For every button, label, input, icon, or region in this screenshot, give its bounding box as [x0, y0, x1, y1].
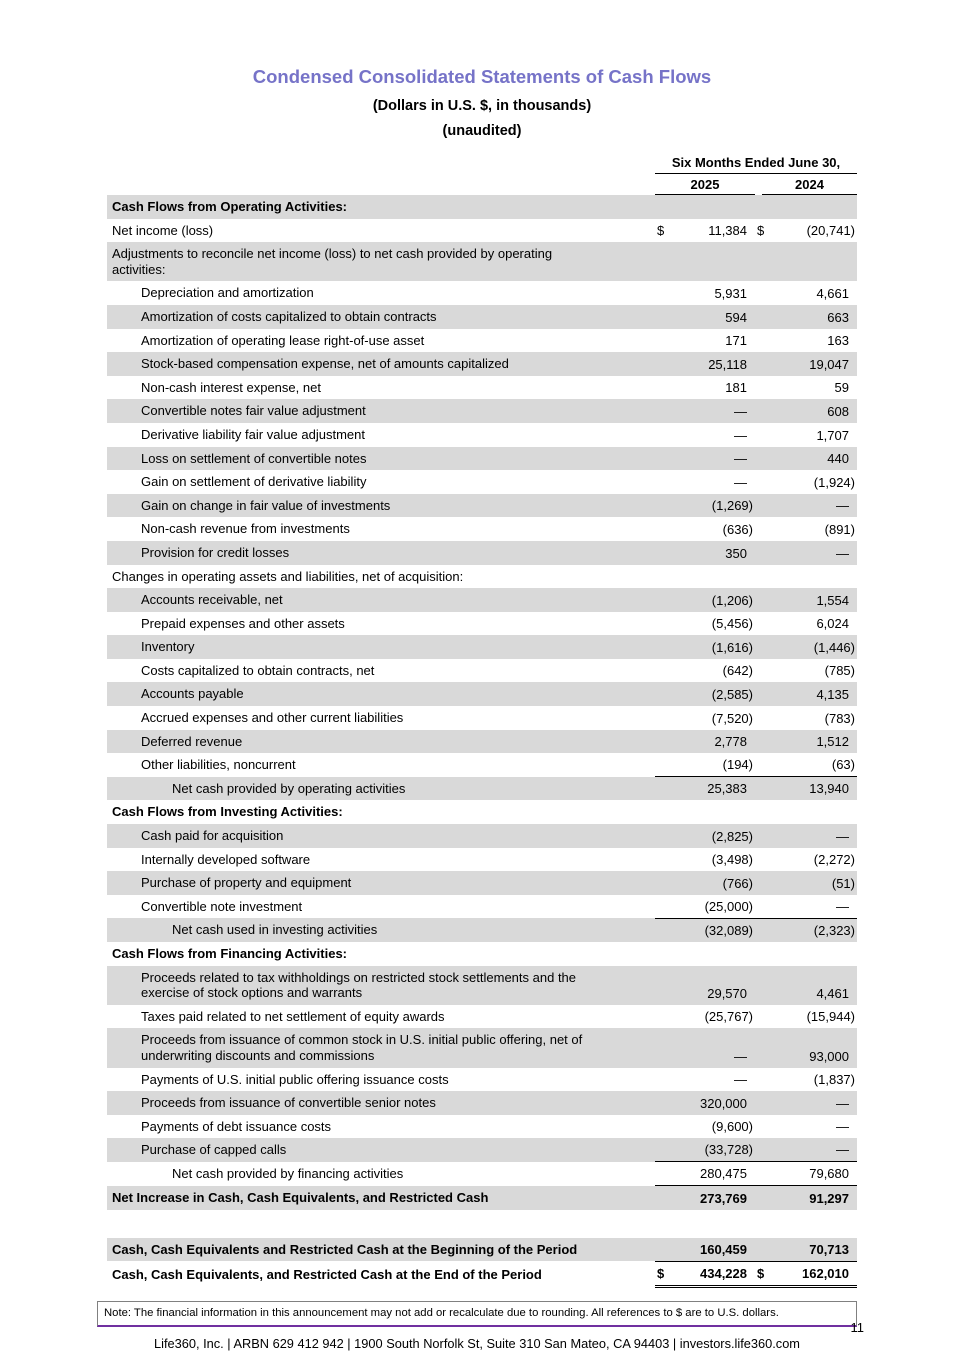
value-cell: 25,118	[708, 356, 747, 372]
table-row	[107, 1261, 857, 1286]
row-label: Accounts receivable, net	[141, 592, 283, 608]
value-cell	[773, 565, 857, 589]
empty-header-cell	[107, 174, 655, 196]
table-row	[107, 1005, 857, 1029]
dollar-sign	[755, 423, 773, 447]
value-cell: (2,585)	[711, 687, 753, 703]
table-row	[107, 1162, 857, 1186]
dollar-sign	[755, 966, 773, 1005]
table-row	[107, 329, 857, 353]
value-cell: (33,728)	[704, 1142, 753, 1158]
cashflow-table-body	[107, 195, 857, 1286]
dollar-sign	[655, 399, 671, 423]
table-row	[107, 494, 857, 518]
dollar-sign	[655, 848, 671, 872]
value-cell: (1,837)	[813, 1072, 855, 1088]
dollar-sign	[655, 895, 671, 919]
dollar-sign: $	[657, 223, 665, 239]
value-cell: —	[734, 403, 747, 419]
row-label: Prepaid expenses and other assets	[141, 615, 345, 631]
dollar-sign	[655, 612, 671, 636]
dollar-sign	[655, 1186, 671, 1210]
table-row	[107, 470, 857, 494]
row-label: Amortization of operating lease right-of-use asset	[141, 332, 425, 348]
table-row	[107, 1238, 857, 1262]
value-cell	[671, 942, 755, 966]
value-cell	[773, 195, 857, 219]
empty-header-cell	[107, 153, 655, 174]
value-cell: —	[734, 451, 747, 467]
dollar-sign	[755, 659, 773, 683]
row-label: Stock-based compensation expense, net of amounts capitalized	[141, 356, 509, 372]
value-cell: 163	[827, 333, 849, 349]
dollar-sign	[655, 494, 671, 518]
dollar-sign	[755, 494, 773, 518]
value-cell: (891)	[824, 521, 855, 537]
table-row	[107, 1138, 857, 1162]
row-label: Purchase of property and equipment	[141, 875, 352, 891]
value-cell: (783)	[824, 710, 855, 726]
value-cell: (2,323)	[773, 918, 857, 942]
table-row	[107, 777, 857, 801]
value-cell	[671, 195, 755, 219]
row-label: Accrued expenses and other current liabilities	[141, 710, 404, 726]
period-header-row	[107, 153, 857, 174]
row-label: Cash Flows from Operating Activities:	[112, 199, 348, 214]
value-cell: 70,713	[809, 1241, 849, 1257]
dollar-sign	[655, 447, 671, 471]
value-cell: (9,600)	[711, 1119, 753, 1135]
value-cell: (63)	[831, 757, 855, 773]
row-label: Cash Flows from Investing Activities:	[112, 804, 343, 820]
dollar-sign	[755, 824, 773, 848]
value-cell	[671, 565, 755, 589]
dollar-sign	[655, 1162, 671, 1186]
table-row	[107, 682, 857, 706]
value-cell: (15,944)	[806, 1009, 855, 1025]
table-row	[107, 1115, 857, 1139]
row-label: Proceeds from issuance of common stock in U.S. initial public offering, net of underwriting discounts and commissions	[141, 1032, 583, 1063]
dollar-sign	[655, 305, 671, 329]
dollar-sign	[655, 1005, 671, 1029]
value-cell: (32,089)	[671, 918, 755, 942]
cash-flow-table	[107, 153, 857, 1288]
dollar-sign	[655, 352, 671, 376]
row-label: Proceeds related to tax withholdings on restricted stock settlements and the exercise of stock options and warrants	[141, 969, 577, 1001]
dollar-sign	[655, 753, 671, 777]
table-row	[107, 517, 857, 541]
dollar-sign	[655, 1138, 671, 1162]
dollar-sign	[655, 800, 671, 824]
value-cell: 2,778	[714, 734, 747, 750]
year-header-row	[107, 174, 857, 196]
dollar-sign	[755, 1115, 773, 1139]
value-cell: (766)	[722, 875, 753, 891]
value-cell: 1,554	[816, 592, 849, 608]
dollar-sign	[755, 730, 773, 754]
value-cell: —	[734, 427, 747, 443]
value-cell: 434,228	[671, 1261, 755, 1286]
row-label: Changes in operating assets and liabilities, net of acquisition:	[112, 568, 464, 584]
rounding-note: Note: The financial information in this announcement may not add or recalculate due to rounding. All references to $ are to U.S. dollars.	[97, 1301, 857, 1327]
table-row	[107, 541, 857, 565]
row-label: Non-cash interest expense, net	[141, 379, 321, 395]
value-cell: (5,456)	[711, 616, 753, 632]
value-cell: —	[836, 828, 849, 844]
dollar-sign	[655, 1028, 671, 1067]
dollar-sign	[655, 706, 671, 730]
dollar-sign	[655, 1091, 671, 1115]
value-cell: (1,616)	[711, 639, 753, 655]
value-cell	[671, 242, 755, 281]
dollar-sign: $	[757, 223, 765, 239]
dollar-sign	[755, 942, 773, 966]
dollar-sign	[755, 1162, 773, 1186]
row-label: Net income (loss)	[112, 222, 214, 238]
value-cell: —	[734, 1072, 747, 1088]
value-cell: 19,047	[809, 356, 849, 372]
dollar-sign	[755, 305, 773, 329]
value-cell: (642)	[722, 663, 753, 679]
dollar-sign	[655, 635, 671, 659]
row-label: Cash paid for acquisition	[141, 828, 284, 844]
dollar-sign	[755, 399, 773, 423]
table-row	[107, 195, 857, 219]
value-cell: 171	[725, 333, 747, 349]
value-cell: (194)	[722, 757, 753, 773]
row-label: Proceeds from issuance of convertible senior notes	[141, 1095, 436, 1111]
table-row	[107, 1091, 857, 1115]
value-cell: —	[836, 545, 849, 561]
value-cell: (2,272)	[813, 852, 855, 868]
dollar-sign	[755, 777, 773, 801]
row-label: Convertible notes fair value adjustment	[141, 403, 366, 419]
table-row	[107, 730, 857, 754]
table-row	[107, 635, 857, 659]
period-header: Six Months Ended June 30,	[655, 153, 857, 174]
value-cell: —	[836, 498, 849, 514]
dollar-sign	[755, 376, 773, 400]
year-label: 2024	[762, 177, 857, 195]
dollar-sign	[755, 800, 773, 824]
value-cell: 594	[725, 309, 747, 325]
dollar-sign	[755, 1238, 773, 1262]
value-cell: 273,769	[671, 1186, 755, 1210]
year-column-2024	[755, 174, 857, 196]
dollar-sign	[755, 682, 773, 706]
table-row	[107, 942, 857, 966]
value-cell	[773, 242, 857, 281]
value-cell: (1,206)	[711, 592, 753, 608]
dollar-sign	[655, 242, 671, 281]
dollar-sign	[655, 1068, 671, 1092]
row-label: Costs capitalized to obtain contracts, net	[141, 662, 375, 678]
value-cell: (1,269)	[711, 498, 753, 514]
dollar-sign	[755, 706, 773, 730]
row-label: Net cash used in investing activities	[172, 922, 378, 938]
table-row	[107, 848, 857, 872]
dollar-sign	[755, 281, 773, 305]
row-label: Payments of U.S. initial public offering issuance costs	[141, 1071, 449, 1087]
dollar-sign	[755, 352, 773, 376]
dollar-sign	[755, 895, 773, 919]
value-cell: 59	[834, 380, 849, 396]
value-cell: —	[836, 1095, 849, 1111]
dollar-sign	[655, 966, 671, 1005]
value-cell: (51)	[831, 875, 855, 891]
dollar-sign	[755, 1091, 773, 1115]
dollar-sign	[655, 329, 671, 353]
value-cell: 6,024	[816, 616, 849, 632]
row-label: Amortization of costs capitalized to obtain contracts	[141, 308, 437, 324]
dollar-sign	[655, 659, 671, 683]
value-cell: 1,512	[816, 734, 849, 750]
row-label: Accounts payable	[141, 686, 244, 702]
row-label: Payments of debt issuance costs	[141, 1118, 332, 1134]
table-row	[107, 871, 857, 895]
dollar-sign	[755, 242, 773, 281]
table-row	[107, 895, 857, 919]
dollar-sign	[655, 470, 671, 494]
dollar-sign	[755, 1186, 773, 1210]
value-cell: (7,520)	[711, 710, 753, 726]
row-label: Non-cash revenue from investments	[141, 521, 350, 537]
row-label: Gain on settlement of derivative liability	[141, 474, 367, 490]
value-cell: 93,000	[809, 1048, 849, 1064]
value-cell: (1,446)	[813, 639, 855, 655]
row-label: Cash, Cash Equivalents, and Restricted Cash at the End of the Period	[112, 1266, 542, 1282]
dollar-sign	[655, 423, 671, 447]
value-cell: (636)	[722, 521, 753, 537]
value-cell: 29,570	[707, 985, 747, 1001]
dollar-sign	[755, 918, 773, 942]
dollar-sign	[755, 1005, 773, 1029]
table-row	[107, 242, 857, 281]
value-cell	[773, 942, 857, 966]
subtitle-dollars: (Dollars in U.S. $, in thousands)	[372, 98, 592, 114]
table-row	[107, 1186, 857, 1210]
page-number: 11	[850, 1320, 864, 1335]
dollar-sign	[755, 848, 773, 872]
dollar-sign	[655, 195, 671, 219]
value-cell: 320,000	[700, 1095, 747, 1111]
dollar-sign	[755, 1028, 773, 1067]
value-cell: 13,940	[773, 777, 857, 801]
value-cell	[773, 800, 857, 824]
dollar-sign	[655, 565, 671, 589]
table-row	[107, 565, 857, 589]
row-label: Derivative liability fair value adjustment	[141, 426, 365, 442]
dollar-sign	[755, 1138, 773, 1162]
row-label: Cash, Cash Equivalents and Restricted Cash at the Beginning of the Period	[112, 1241, 578, 1257]
value-cell: 4,661	[816, 285, 849, 301]
dollar-sign	[755, 329, 773, 353]
table-row	[107, 612, 857, 636]
dollar-sign	[655, 588, 671, 612]
dollar-sign	[655, 730, 671, 754]
row-label: Depreciation and amortization	[141, 285, 314, 301]
row-label: Gain on change in fair value of investments	[141, 497, 391, 513]
value-cell: 162,010	[773, 1261, 857, 1286]
value-cell: 79,680	[773, 1162, 857, 1186]
table-row	[107, 1028, 857, 1067]
value-cell: —	[734, 474, 747, 490]
value-cell: (785)	[824, 663, 855, 679]
spacer-row	[107, 1210, 857, 1238]
subtitle-unaudited: (unaudited)	[442, 123, 522, 139]
table-row	[107, 824, 857, 848]
value-cell: (2,825)	[711, 828, 753, 844]
value-cell: 1,707	[816, 427, 849, 443]
company-footer: Life360, Inc. | ARBN 629 412 942 | 1900 South Norfolk St, Suite 310 San Mateo, CA 94403 | investors.life360.com	[154, 1335, 800, 1351]
page-title: Condensed Consolidated Statements of Cash Flows	[252, 66, 712, 87]
row-label: Internally developed software	[141, 851, 311, 867]
table-row	[107, 376, 857, 400]
value-cell: (20,741)	[806, 223, 855, 239]
row-label: Net cash provided by financing activities	[172, 1166, 404, 1182]
value-cell: —	[836, 1142, 849, 1158]
value-cell: (3,498)	[711, 852, 753, 868]
table-row	[107, 447, 857, 471]
value-cell	[671, 800, 755, 824]
dollar-sign	[755, 588, 773, 612]
table-row	[107, 219, 857, 243]
dollar-sign	[655, 541, 671, 565]
value-cell: —	[836, 1119, 849, 1135]
year-column-2025	[655, 174, 755, 196]
row-label: Deferred revenue	[141, 733, 243, 749]
value-cell: 91,297	[773, 1186, 857, 1210]
table-row	[107, 305, 857, 329]
value-cell: (25,000)	[704, 898, 753, 914]
table-row	[107, 800, 857, 824]
dollar-sign	[655, 517, 671, 541]
value-cell: 440	[827, 451, 849, 467]
table-row	[107, 423, 857, 447]
dollar-sign	[755, 565, 773, 589]
dollar-sign	[755, 470, 773, 494]
value-cell: 280,475	[671, 1162, 755, 1186]
dollar-sign	[755, 871, 773, 895]
value-cell: 663	[827, 309, 849, 325]
dollar-sign	[655, 682, 671, 706]
year-label: 2025	[655, 177, 755, 195]
dollar-sign	[755, 447, 773, 471]
value-cell: 5,931	[714, 285, 747, 301]
spacer-cell	[107, 1210, 857, 1238]
dollar-sign	[755, 612, 773, 636]
dollar-sign	[755, 753, 773, 777]
value-cell: —	[836, 898, 849, 914]
dollar-sign	[655, 824, 671, 848]
value-cell: 608	[827, 403, 849, 419]
row-label: Inventory	[141, 639, 195, 655]
table-row	[107, 1068, 857, 1092]
row-label: Adjustments to reconcile net income (loss) to net cash provided by operating activities:	[112, 246, 553, 277]
value-cell: (25,767)	[704, 1009, 753, 1025]
table-row	[107, 753, 857, 777]
value-cell: 160,459	[700, 1241, 747, 1257]
row-label: Taxes paid related to net settlement of equity awards	[141, 1008, 445, 1024]
dollar-sign	[755, 541, 773, 565]
row-label: Net Increase in Cash, Cash Equivalents, and Restricted Cash	[112, 1189, 489, 1205]
value-cell: 350	[725, 545, 747, 561]
dollar-sign	[755, 635, 773, 659]
row-label: Provision for credit losses	[141, 544, 290, 560]
dollar-sign	[655, 281, 671, 305]
dollar-sign	[655, 777, 671, 801]
dollar-sign	[655, 1238, 671, 1262]
table-row	[107, 588, 857, 612]
dollar-sign	[655, 1115, 671, 1139]
dollar-sign	[755, 195, 773, 219]
row-label: Cash Flows from Financing Activities:	[112, 946, 347, 961]
value-cell: 4,135	[816, 687, 849, 703]
value-cell: 181	[725, 380, 747, 396]
value-cell: 11,384	[708, 223, 747, 239]
value-cell: (1,924)	[813, 474, 855, 490]
dollar-sign	[655, 918, 671, 942]
value-cell: 25,383	[671, 777, 755, 801]
row-label: Loss on settlement of convertible notes	[141, 450, 367, 466]
table-row	[107, 966, 857, 1005]
dollar-sign	[755, 517, 773, 541]
dollar-sign	[755, 1068, 773, 1092]
value-cell: —	[734, 1048, 747, 1064]
table-row	[107, 659, 857, 683]
value-cell: 4,461	[816, 985, 849, 1001]
table-row	[107, 399, 857, 423]
table-row	[107, 918, 857, 942]
row-label: Convertible note investment	[141, 898, 303, 914]
table-row	[107, 352, 857, 376]
dollar-sign: $	[655, 1261, 671, 1286]
row-label: Purchase of capped calls	[141, 1142, 287, 1158]
dollar-sign	[655, 871, 671, 895]
row-label: Other liabilities, noncurrent	[141, 757, 296, 773]
row-label: Net cash provided by operating activities	[172, 780, 406, 796]
dollar-sign	[655, 942, 671, 966]
table-row	[107, 281, 857, 305]
table-row	[107, 706, 857, 730]
dollar-sign	[655, 376, 671, 400]
dollar-sign: $	[755, 1261, 773, 1286]
